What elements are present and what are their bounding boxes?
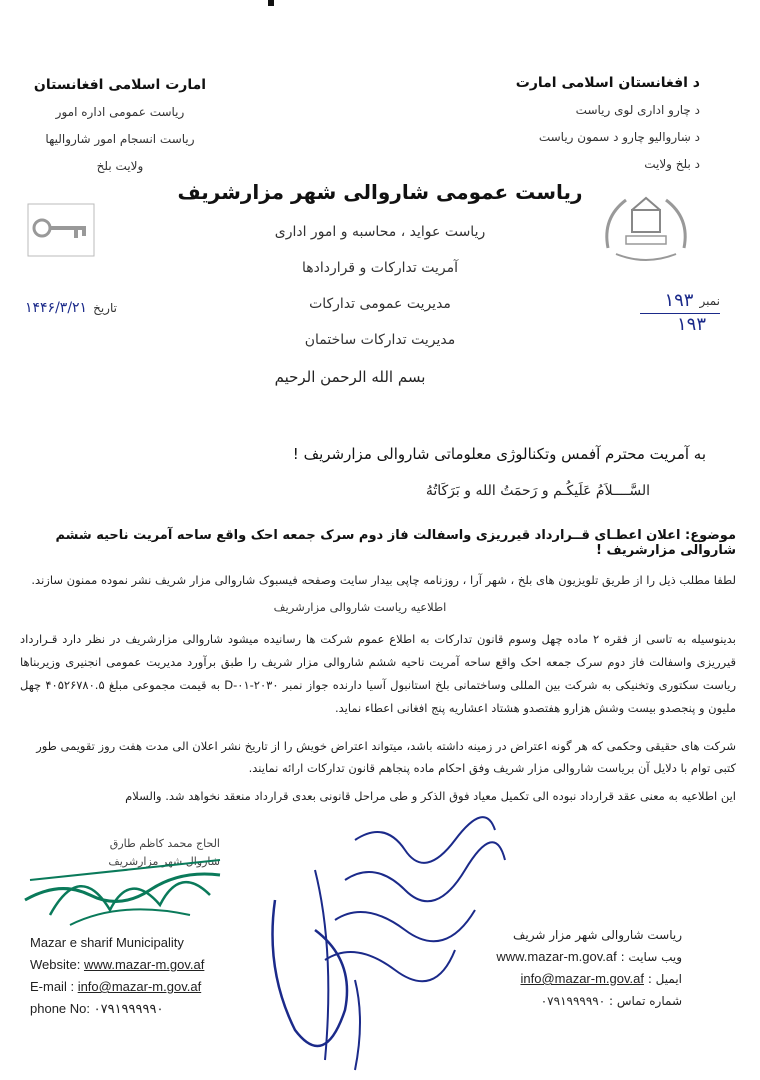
footer-left-website-row [30,954,204,976]
request-paragraph: لطفا مطلب ذیل را از طریق تلویزیون های بلخ ، شهر آرا ، روزنامه چاپی بیدار سایت وصفحه فیسبوک شاروالی مزار شریف نشر نموده ممنون سازند. [31,573,736,587]
header-right-line3: د ښاروالیو چارو د سمون ریاست [538,130,700,144]
blue-handwriting-icon [255,810,515,1080]
basmala: بسم الله الرحمن الرحیم [274,368,426,386]
key-emblem-icon [22,196,102,266]
addressee: به آمریت محترم آفمس وتکنالوژی معلوماتی شاروالی مزارشریف ! [292,445,706,463]
footer-left-phone-label: phone No: [30,1001,90,1016]
footer-left-email-row [30,976,204,998]
footer-right-phone-label: شماره تماس : [609,994,682,1008]
greeting: السَّــــلاَمُ عَلَیکُـم و رَحمَتُ الله و بَرَکَاتُهُ [425,483,650,499]
footer-left-email-link[interactable]: info@mazar-m.gov.af [77,979,202,994]
number-field [610,290,720,335]
center-line3: مدیریت عمومی تدارکات [309,296,451,312]
header-right-line1: د افغانستان اسلامی امارت [515,75,700,91]
footer-right-website-row [496,946,682,968]
signer-name: الحاج محمد کاظم طارق [109,837,220,850]
header-left-line1: امارت اسلامی افغانستان [33,77,207,93]
footer-right-email-row [496,968,682,990]
footer-left [30,932,204,1020]
center-line2: آمریت تدارکات و قراردادها [302,260,458,276]
closing-paragraph: این اطلاعیه به معنی عقد قرارداد نبوده الی تکمیل معیاد فوق الذکر و طی مراحل قانونی بعدی قرارداد منعقد نخواهد شد. والسلام [125,789,736,803]
center-line1: ریاست عواید ، محاسبه و امور اداری [274,224,486,240]
footer-right-phone-row [496,990,682,1012]
footer-right [496,924,682,1012]
header-right [470,70,700,178]
date-value: ۱۴۴۶/۳/۲۱ [25,300,88,316]
center-line4: مدیریت تدارکات ساختمان [304,332,456,348]
subject-line: موضوع: اعلان اعطـای قــرارداد قیرریزی واسفالت فاز دوم سرک جمعه احک واقع ساحه آمریت ناحیه ششم شاروالی مزارشریف ! [55,528,736,558]
footer-right-website-label: ویب سایت : [620,950,682,964]
objection-paragraph: شرکت های حقیقی وحکمی که هر گونه اعتراض در زمینه داشته باشد، میتواند اعتراض خویش را از تاریخ نشر اعلان الی مدت هفت روز تقویمی طور کتبی توام با دلایل آن بریاست شاروالی مزار شریف وفق احکام ماده پنجاهم قانون تدارکات ارائه نمایند. [36,739,736,775]
header-left [20,72,220,180]
footer-left-website-label: Website: [30,957,81,972]
signer-title: شاروال شهر مزارشریف [108,855,220,868]
header-left-line2: ریاست عمومی اداره امور [55,105,185,119]
date-field [25,300,117,316]
header-right-line4: د بلخ ولایت [644,157,700,171]
date-label: تاریخ [93,301,117,315]
number-value-bottom: ۱۹۳ [676,314,706,335]
footer-right-website-link[interactable]: www.mazar-m.gov.af [496,949,617,964]
body-paragraph: بدینوسیله به تاسی از فقره ۲ ماده چهل وسوم قانون تدارکات به اطلاع عموم شرکت ها رسانیده میشود شاروالی مزارشریف در نظر دارد قـرارداد قیرریزی واسفالت فاز دوم سرک جمعه احک واقع ساحه آمریت ناحیه ششم شاروالی مزار شریف را طبق برآورد مدیریت عمومی انجنیری وزیربنا‌ها ریاست سکتوری وتخنیکی به شرکت بین المللی وساختمانی بلخ استانبول آسیا دارنده جواز نمبر D-۰۱-۲۰۳۰ به قیمت مجموعی مبلغ ۴۰۵۲۶۷۸۰.۵ چهل ملیون و پنجصدو بیست وشش هزارو هفتصدو هشتاد اعشاریه پنج افغانی اعطاء نماید. [20,632,736,715]
footer-right-org: ریاست شاروالی شهر مزار شریف [512,928,682,942]
header-right-line2: د چارو اداری لوی ریاست [575,103,700,117]
number-label: نمبر [699,293,720,308]
green-signature-icon [20,840,240,930]
footer-left-website-link[interactable]: www.mazar-m.gov.af [83,957,205,972]
footer-right-email-link[interactable]: info@mazar-m.gov.af [520,971,644,986]
footer-left-phone: ۰۷۹۱۹۹۹۹۹۰ [93,1001,164,1016]
footer-right-email-label: ایمیل : [647,972,682,986]
footer-right-phone: ۰۷۹۱۹۹۹۹۹۰ [540,994,606,1008]
footer-left-phone-row [30,998,204,1020]
number-value-top: ۱۹۳ [664,290,694,311]
header-left-line4: ولایت بلخ [96,159,144,173]
footer-left-email-label: E-mail : [30,979,75,994]
center-heading [170,180,590,358]
top-mark [268,0,274,6]
main-title: ریاست عمومی شاروالی شهر مزارشریف [177,180,583,204]
footer-left-org: Mazar e sharif Municipality [30,935,184,950]
emirate-seal-icon [596,188,696,270]
header-left-line3: ریاست انسجام امور شاروالیها [45,132,195,146]
notice-title: اطلاعیه ریاست شاروالی مزارشریف [273,600,447,614]
